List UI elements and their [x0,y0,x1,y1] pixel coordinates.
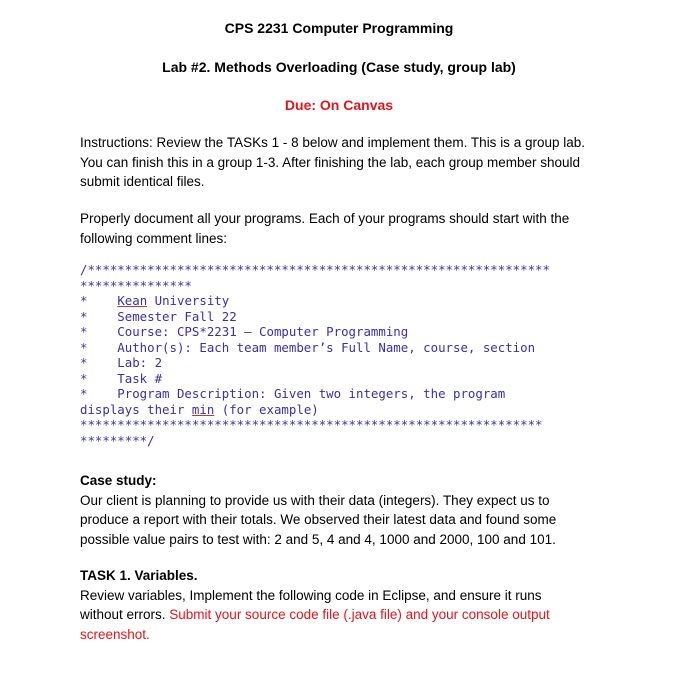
case-study-line: possible value pairs to test with: 2 and 5, 4 and 4, 1000 and 2000, 100 and 101. [80,531,556,547]
comment-description-line: * Program Description: Given two integers, the program [80,386,506,401]
comment-bottom-border: *********/ [80,432,155,448]
comment-top-border: /************************************************************** [80,262,550,277]
instructions-line: Instructions: Review the TASKs 1 - 8 below and implement them. This is a group lab. [80,135,585,150]
task1-line: Review variables, Implement the following code in Eclipse, and ensure it runs [80,587,542,603]
comment-course-line: * Course: CPS*2231 – Computer Programming [80,324,409,339]
documentation-line: Properly document all your programs. Each of your programs should start with the [80,211,570,226]
task1-submit-text: Submit your source code file (.java file) and your console output [169,607,550,622]
comment-semester-line: * Semester Fall 22 [80,308,237,324]
lab-title: Lab #2. Methods Overloading (Case study, group lab) [162,59,516,75]
instructions-line: You can finish this in a group 1-3. After finishing the lab, each group member should [80,154,581,170]
task1-section [80,566,605,644]
comment-university-rest: University [147,293,230,308]
course-title: CPS 2231 Computer Programming [224,20,454,36]
comment-university-word: Kean [117,293,148,308]
documentation-paragraph [80,209,605,248]
comment-displays-word: min [191,401,215,417]
instructions-line: submit identical files. [80,174,205,189]
comment-university-line [80,293,605,309]
task1-text: without errors. [80,607,170,622]
comment-bottom-border: ************************************************************** [80,417,543,432]
case-study-line: produce a report with their totals. We observed their latest data and found some [80,512,557,527]
due-date: Due: On Canvas [284,97,394,113]
comment-task-line: * Task # [80,370,163,386]
instructions-paragraph [80,133,605,192]
comment-displays-prefix: displays their [80,401,192,417]
comment-lab-line: * Lab: 2 [80,355,163,370]
comment-top-border: *************** [80,277,192,293]
comment-displays-line [80,402,605,418]
task1-heading: TASK 1. Variables. [80,568,198,583]
case-study-line: Our client is planning to provide us with their data (integers). They expect us to [80,492,550,508]
task1-line: screenshot. [80,626,150,642]
comment-displays-rest: (for example) [214,401,319,417]
comment-prefix: * [80,293,118,308]
comment-block [80,262,605,448]
documentation-line: following comment lines: [80,230,228,246]
comment-authors-line: * Author(s): Each team member’s Full Name, course, section [80,339,536,355]
case-study-section [80,471,605,549]
case-study-heading: Case study: [80,473,157,488]
task1-line [80,605,605,625]
